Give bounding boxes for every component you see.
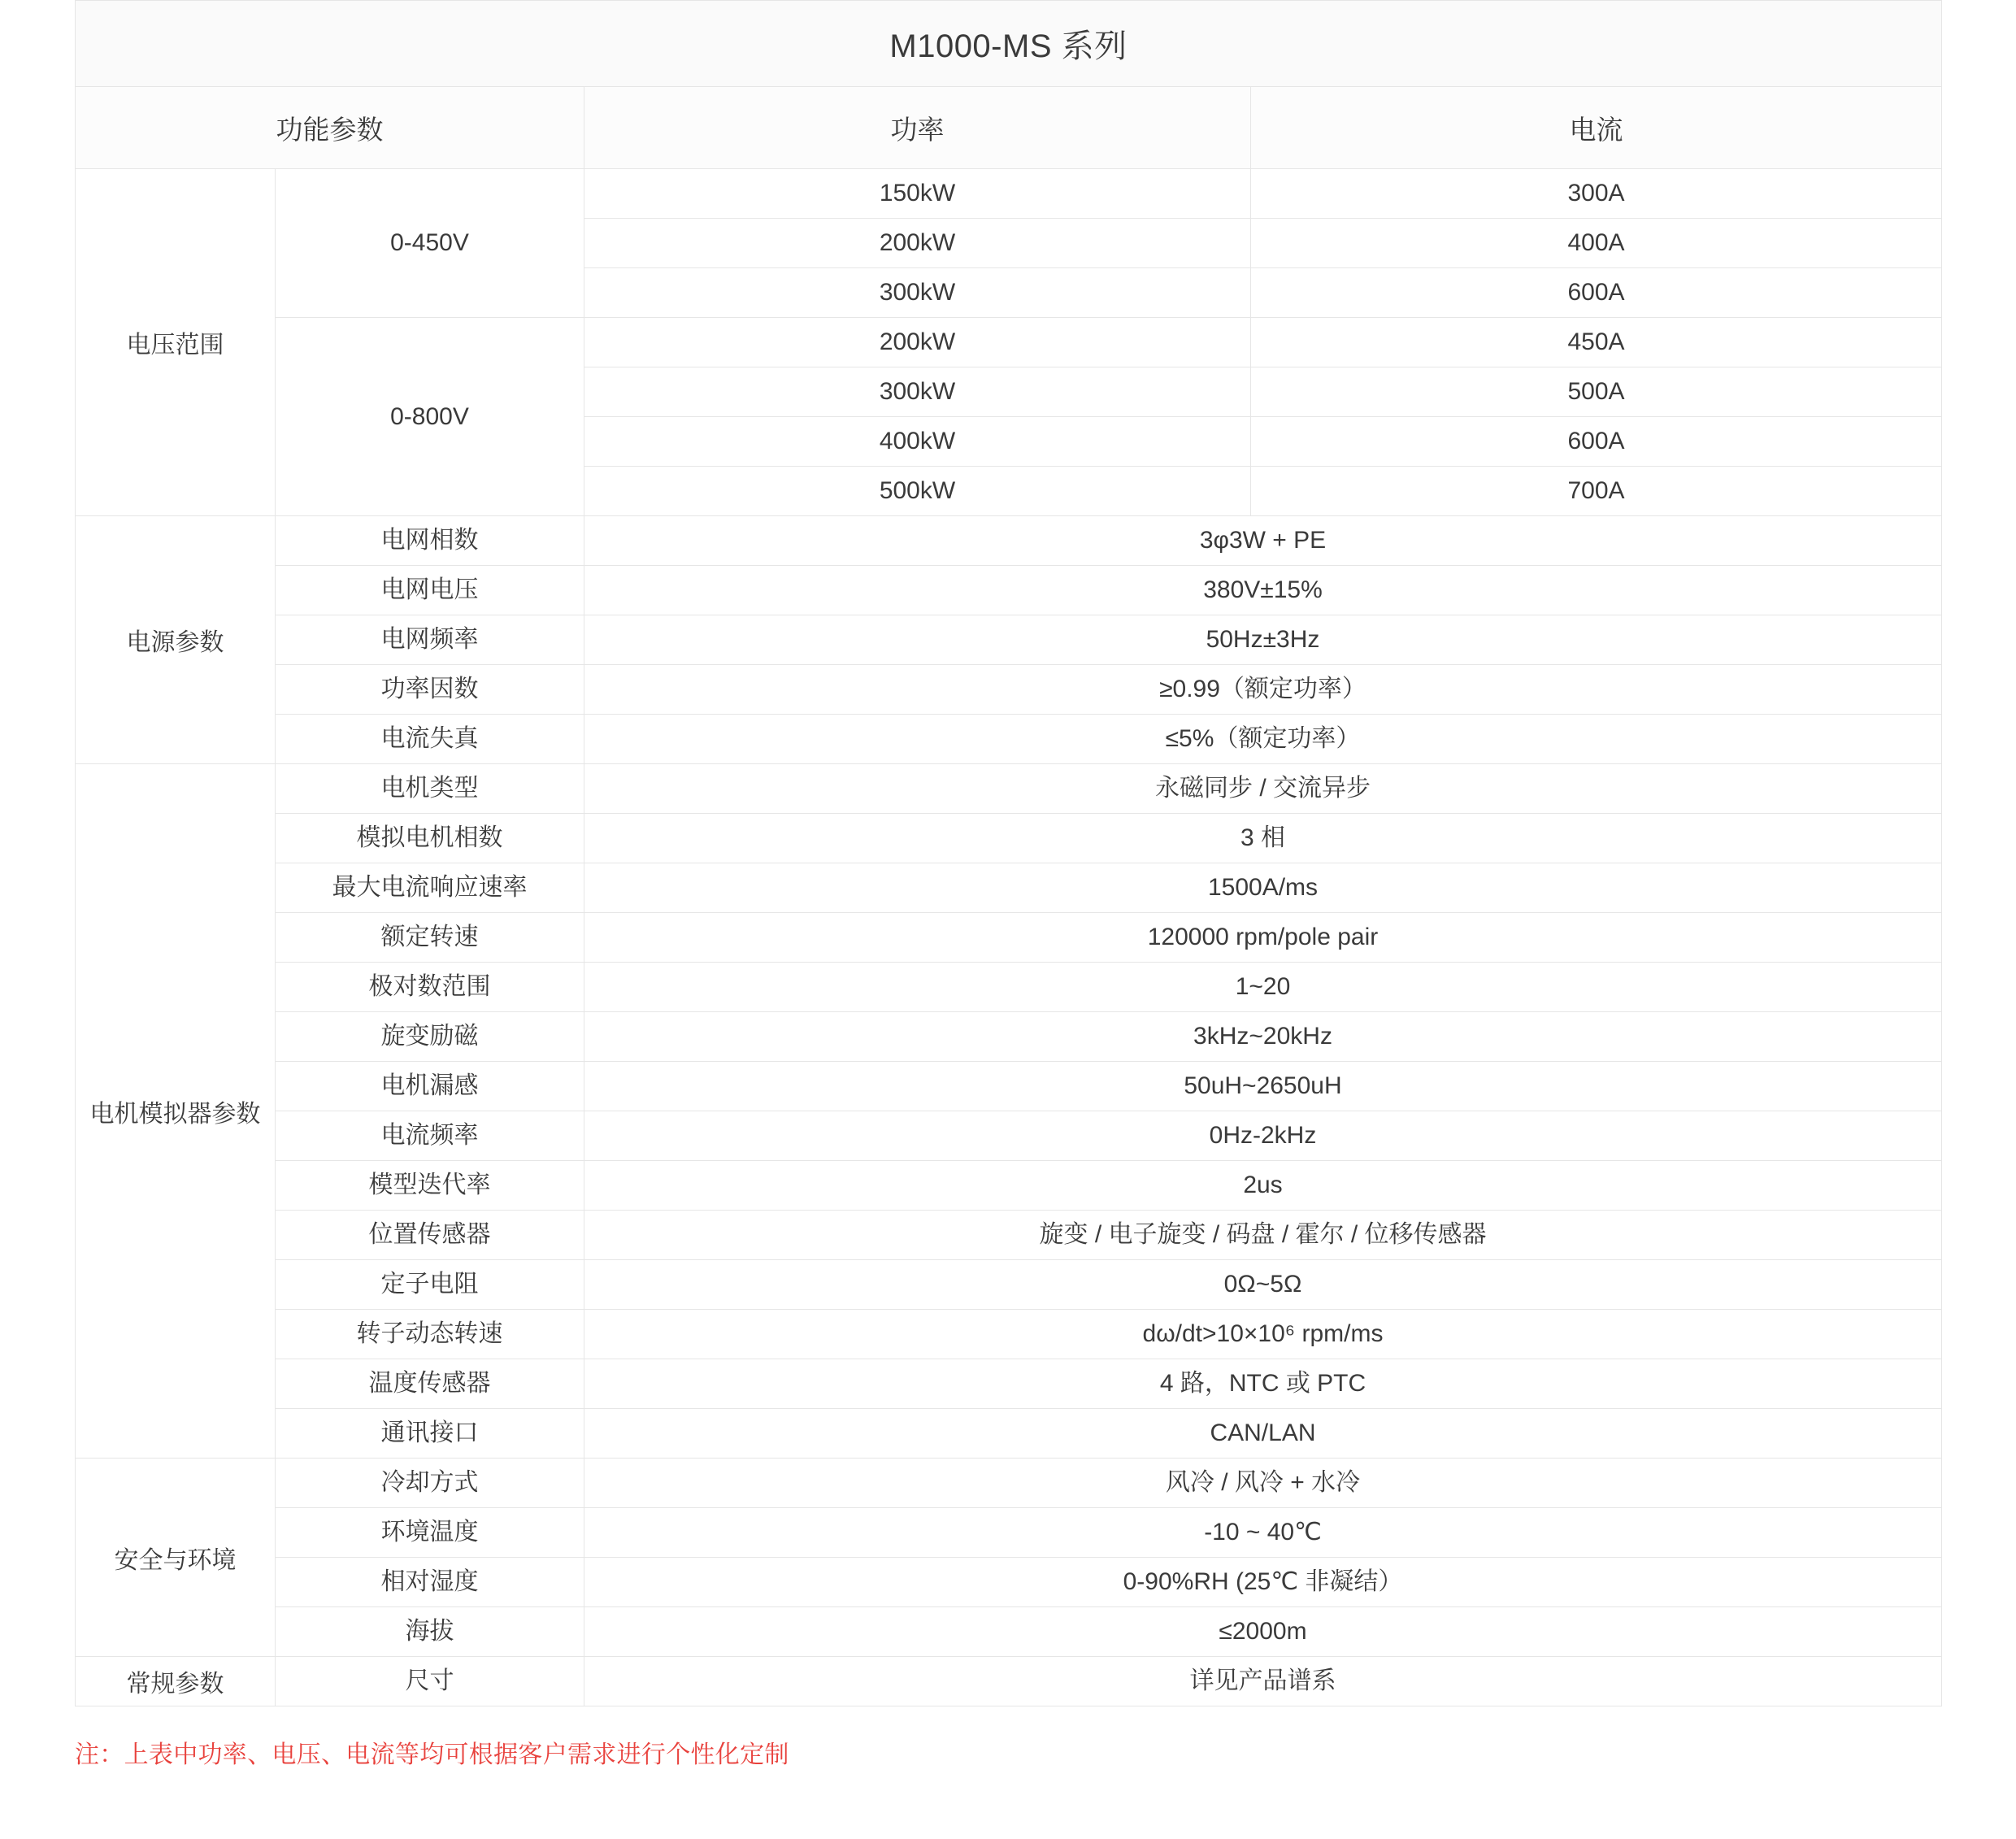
- group-label-power-supply: 电源参数: [76, 516, 276, 764]
- table-row: [76, 1012, 1942, 1062]
- power-value: 300kW: [584, 268, 1251, 318]
- param-name: 最大电流响应速率: [276, 863, 584, 913]
- header-function-parameter: 功能参数: [76, 87, 584, 169]
- group-label-safety-environment: 安全与环境: [76, 1459, 276, 1657]
- table-row: [76, 1607, 1942, 1657]
- param-value: 2us: [584, 1161, 1942, 1211]
- param-name: 电网电压: [276, 566, 584, 615]
- param-value: ≥0.99（额定功率）: [584, 665, 1942, 715]
- param-name: 功率因数: [276, 665, 584, 715]
- voltage-range-0-800v: 0-800V: [276, 318, 584, 516]
- product-title: M1000-MS 系列: [76, 1, 1942, 87]
- param-name: 尺寸: [276, 1657, 584, 1706]
- param-value: 旋变 / 电子旋变 / 码盘 / 霍尔 / 位移传感器: [584, 1211, 1942, 1260]
- table-row: [76, 814, 1942, 863]
- current-value: 600A: [1251, 268, 1942, 318]
- param-name: 模型迭代率: [276, 1161, 584, 1211]
- param-value: -10 ~ 40℃: [584, 1508, 1942, 1558]
- param-name: 环境温度: [276, 1508, 584, 1558]
- param-value: 1~20: [584, 963, 1942, 1012]
- current-value: 400A: [1251, 219, 1942, 268]
- table-row: [76, 1409, 1942, 1459]
- power-value: 500kW: [584, 467, 1251, 516]
- table-row: [76, 1508, 1942, 1558]
- power-value: 200kW: [584, 318, 1251, 367]
- param-value: 3kHz~20kHz: [584, 1012, 1942, 1062]
- param-value: ≤2000m: [584, 1607, 1942, 1657]
- param-name: 额定转速: [276, 913, 584, 963]
- power-value: 400kW: [584, 417, 1251, 467]
- param-value: 380V±15%: [584, 566, 1942, 615]
- param-value: 风冷 / 风冷 + 水冷: [584, 1459, 1942, 1508]
- current-value: 300A: [1251, 169, 1942, 219]
- current-value: 600A: [1251, 417, 1942, 467]
- table-row: [76, 764, 1942, 814]
- table-row: [76, 1211, 1942, 1260]
- param-value: dω/dt>10×10⁶ rpm/ms: [584, 1310, 1942, 1359]
- table-row: [76, 566, 1942, 615]
- power-value: 150kW: [584, 169, 1251, 219]
- param-value: 120000 rpm/pole pair: [584, 913, 1942, 963]
- table-header-row: [76, 87, 1942, 169]
- param-value: 3φ3W + PE: [584, 516, 1942, 566]
- table-row: [76, 318, 1942, 367]
- param-name: 位置传感器: [276, 1211, 584, 1260]
- table-row: [76, 1062, 1942, 1111]
- table-row: [76, 665, 1942, 715]
- specification-table: [75, 0, 1942, 1706]
- table-row: [76, 1111, 1942, 1161]
- table-note: 注：上表中功率、电压、电流等均可根据客户需求进行个性化定制: [75, 1741, 789, 1768]
- table-row: [76, 1657, 1942, 1706]
- param-name: 电机漏感: [276, 1062, 584, 1111]
- param-name: 通讯接口: [276, 1409, 584, 1459]
- param-name: 海拔: [276, 1607, 584, 1657]
- table-row: [76, 1459, 1942, 1508]
- param-name: 定子电阻: [276, 1260, 584, 1310]
- param-value: 50Hz±3Hz: [584, 615, 1942, 665]
- param-name: 电流失真: [276, 715, 584, 764]
- power-value: 200kW: [584, 219, 1251, 268]
- table-row: [76, 913, 1942, 963]
- param-name: 电网相数: [276, 516, 584, 566]
- table-row: [76, 516, 1942, 566]
- table-row: [76, 1359, 1942, 1409]
- param-value: 永磁同步 / 交流异步: [584, 764, 1942, 814]
- table-row: [76, 1558, 1942, 1607]
- param-name: 电流频率: [276, 1111, 584, 1161]
- table-title-row: [76, 1, 1942, 87]
- current-value: 500A: [1251, 367, 1942, 417]
- param-name: 电机类型: [276, 764, 584, 814]
- table-row: [76, 1260, 1942, 1310]
- param-value: 0Hz-2kHz: [584, 1111, 1942, 1161]
- table-row: [76, 169, 1942, 219]
- param-name: 转子动态转速: [276, 1310, 584, 1359]
- power-value: 300kW: [584, 367, 1251, 417]
- group-label-voltage: 电压范围: [76, 169, 276, 516]
- param-value: 4 路，NTC 或 PTC: [584, 1359, 1942, 1409]
- param-name: 冷却方式: [276, 1459, 584, 1508]
- table-row: [76, 863, 1942, 913]
- param-name: 极对数范围: [276, 963, 584, 1012]
- group-label-motor-emulator: 电机模拟器参数: [76, 764, 276, 1459]
- group-label-general: 常规参数: [76, 1657, 276, 1706]
- param-value: 3 相: [584, 814, 1942, 863]
- table-row: [76, 1161, 1942, 1211]
- table-row: [76, 1310, 1942, 1359]
- current-value: 450A: [1251, 318, 1942, 367]
- current-value: 700A: [1251, 467, 1942, 516]
- param-value: 详见产品谱系: [584, 1657, 1942, 1706]
- param-value: CAN/LAN: [584, 1409, 1942, 1459]
- table-row: [76, 615, 1942, 665]
- header-current: 电流: [1251, 87, 1942, 169]
- param-name: 电网频率: [276, 615, 584, 665]
- table-body: [76, 1, 1942, 1706]
- table-row: [76, 715, 1942, 764]
- param-name: 旋变励磁: [276, 1012, 584, 1062]
- header-power: 功率: [584, 87, 1251, 169]
- param-value: 50uH~2650uH: [584, 1062, 1942, 1111]
- voltage-range-0-450v: 0-450V: [276, 169, 584, 318]
- param-name: 温度传感器: [276, 1359, 584, 1409]
- param-value: ≤5%（额定功率）: [584, 715, 1942, 764]
- param-name: 相对湿度: [276, 1558, 584, 1607]
- param-value: 0-90%RH (25℃ 非凝结）: [584, 1558, 1942, 1607]
- param-value: 1500A/ms: [584, 863, 1942, 913]
- table-row: [76, 963, 1942, 1012]
- param-name: 模拟电机相数: [276, 814, 584, 863]
- param-value: 0Ω~5Ω: [584, 1260, 1942, 1310]
